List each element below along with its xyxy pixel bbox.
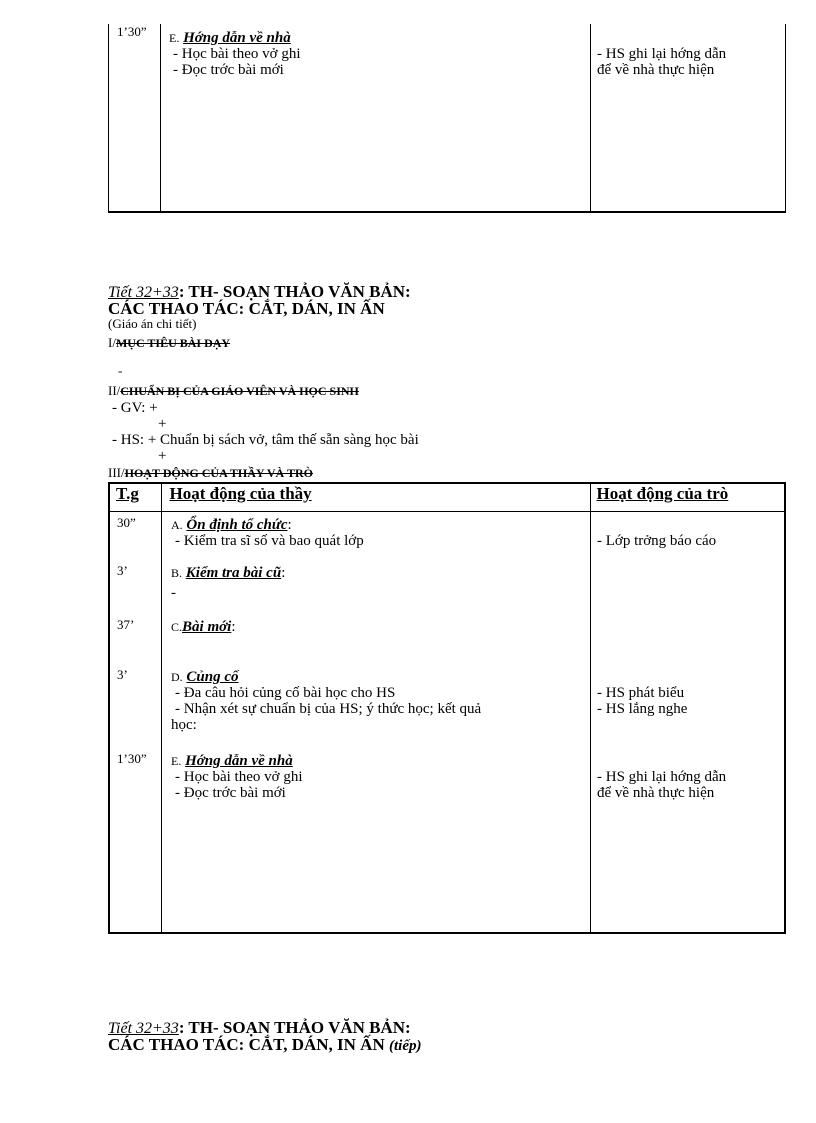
time-value: 37’ xyxy=(117,617,135,632)
section-heading: MỤC TIÊU BÀI DẠY xyxy=(115,336,231,350)
teacher-line: - Học bài theo vở ghi xyxy=(175,769,303,785)
student-line: - Lớp trởng báo cáo xyxy=(597,533,717,549)
teacher-line: - Nhận xét sự chuẩn bị của HS; ý thức học; kết quả xyxy=(175,701,482,717)
teacher-line: - xyxy=(171,585,176,601)
header-time xyxy=(109,483,161,511)
time-value: 1’30” xyxy=(117,24,147,39)
lesson-heading xyxy=(108,284,411,331)
student-line: - HS lắng nghe xyxy=(597,701,688,717)
section-objectives xyxy=(108,336,230,350)
section-suffix: : xyxy=(287,517,292,533)
section-number: I/ xyxy=(108,335,116,350)
time-value: 3’ xyxy=(117,563,128,578)
teacher-line: - Kiểm tra sĩ số và bao quát lớp xyxy=(175,533,364,549)
header-teacher xyxy=(161,483,590,511)
lesson-number: Tiết 32+33 xyxy=(108,1020,179,1037)
student-preparation-plus: + xyxy=(158,448,167,464)
section-title: Kiểm tra bài cũ xyxy=(185,565,282,581)
row-heading xyxy=(171,753,293,769)
student-line: để về nhà thực hiện xyxy=(597,62,715,78)
section-title: Củng cố xyxy=(186,669,239,685)
section-number: II/ xyxy=(108,383,121,398)
lesson-title-line1: : TH- SOẠN THẢO VĂN BẢN: xyxy=(178,1018,411,1037)
student-activity-cell xyxy=(591,24,786,212)
time-value: 3’ xyxy=(117,667,128,682)
lesson-title-line1: : TH- SOẠN THẢO VĂN BẢN: xyxy=(178,282,411,301)
teacher-line: - Đọc trớc bài mới xyxy=(175,785,286,801)
lesson-number: Tiết 32+33 xyxy=(108,284,179,301)
activities-table xyxy=(108,482,786,934)
section-letter: E. xyxy=(169,31,180,45)
previous-lesson-table xyxy=(108,24,786,213)
time-cell xyxy=(109,24,161,212)
table-header-row xyxy=(109,483,785,511)
header-student xyxy=(590,483,785,511)
teacher-line: - Đa câu hỏi củng cố bài học cho HS xyxy=(175,685,396,701)
teacher-line: - Học bài theo vở ghi xyxy=(173,46,301,62)
section-title: Bài mới xyxy=(182,619,232,635)
lesson-title-line2: CÁC THAO TÁC: CẮT, DÁN, IN ẤN xyxy=(108,1035,385,1054)
student-line: - HS ghi lại hớng dẫn xyxy=(597,769,727,785)
lesson-note: (Giáo án chi tiết) xyxy=(108,316,197,331)
section-letter: E. xyxy=(171,754,182,768)
lesson2-heading xyxy=(108,1020,421,1054)
section-suffix: : xyxy=(231,619,236,635)
student-column xyxy=(590,511,785,933)
section-letter: B. xyxy=(171,566,183,580)
teacher-activity-cell xyxy=(161,24,591,212)
section-letter: A. xyxy=(171,518,183,532)
section-number: III/ xyxy=(108,465,125,480)
student-line: để về nhà thực hiện xyxy=(597,785,715,801)
student-preparation: - HS: + Chuẩn bị sách vở, tâm thế sẵn sàng học bài xyxy=(112,432,419,448)
header-time-label: T.g xyxy=(116,484,139,503)
section-preparation xyxy=(108,384,359,398)
header-teacher-label: Hoạt động của thầy xyxy=(169,484,312,503)
row-heading xyxy=(171,669,239,685)
objective-dash: - xyxy=(118,363,123,378)
section-title: Ổn định tổ chức xyxy=(186,517,288,533)
continuation-label: (tiếp) xyxy=(389,1038,422,1054)
lesson-title-line2: CÁC THAO TÁC: CẮT, DÁN, IN ẤN xyxy=(108,299,385,318)
teacher-preparation-plus: + xyxy=(158,416,167,432)
teacher-line: học: xyxy=(171,717,197,733)
row-heading xyxy=(171,517,292,533)
time-value: 30” xyxy=(117,515,136,530)
student-line: - HS phát biểu xyxy=(597,685,685,701)
section-letter: D. xyxy=(171,670,183,684)
section-suffix: : xyxy=(281,565,286,581)
header-student-label: Hoạt động của trò xyxy=(596,484,729,503)
table-body xyxy=(109,511,785,933)
row-heading xyxy=(171,619,236,635)
section-activities xyxy=(108,466,313,480)
time-value: 1’30” xyxy=(117,751,147,766)
teacher-column xyxy=(161,511,590,933)
teacher-preparation: - GV: + xyxy=(112,400,158,416)
section-heading: HOẠT ĐỘNG CỦA THẦY VÀ TRÒ xyxy=(124,466,313,480)
time-column xyxy=(109,511,161,933)
row-heading xyxy=(171,565,285,581)
section-title: Hớng dẫn về nhà xyxy=(183,30,291,46)
student-line: - HS ghi lại hớng dẫn xyxy=(597,46,727,62)
section-heading: CHUẨN BỊ CỦA GIÁO VIÊN VÀ HỌC SINH xyxy=(120,384,359,398)
teacher-line: - Đọc trớc bài mới xyxy=(173,62,284,78)
section-letter: C. xyxy=(171,620,183,634)
section-title: Hớng dẫn về nhà xyxy=(185,753,293,769)
